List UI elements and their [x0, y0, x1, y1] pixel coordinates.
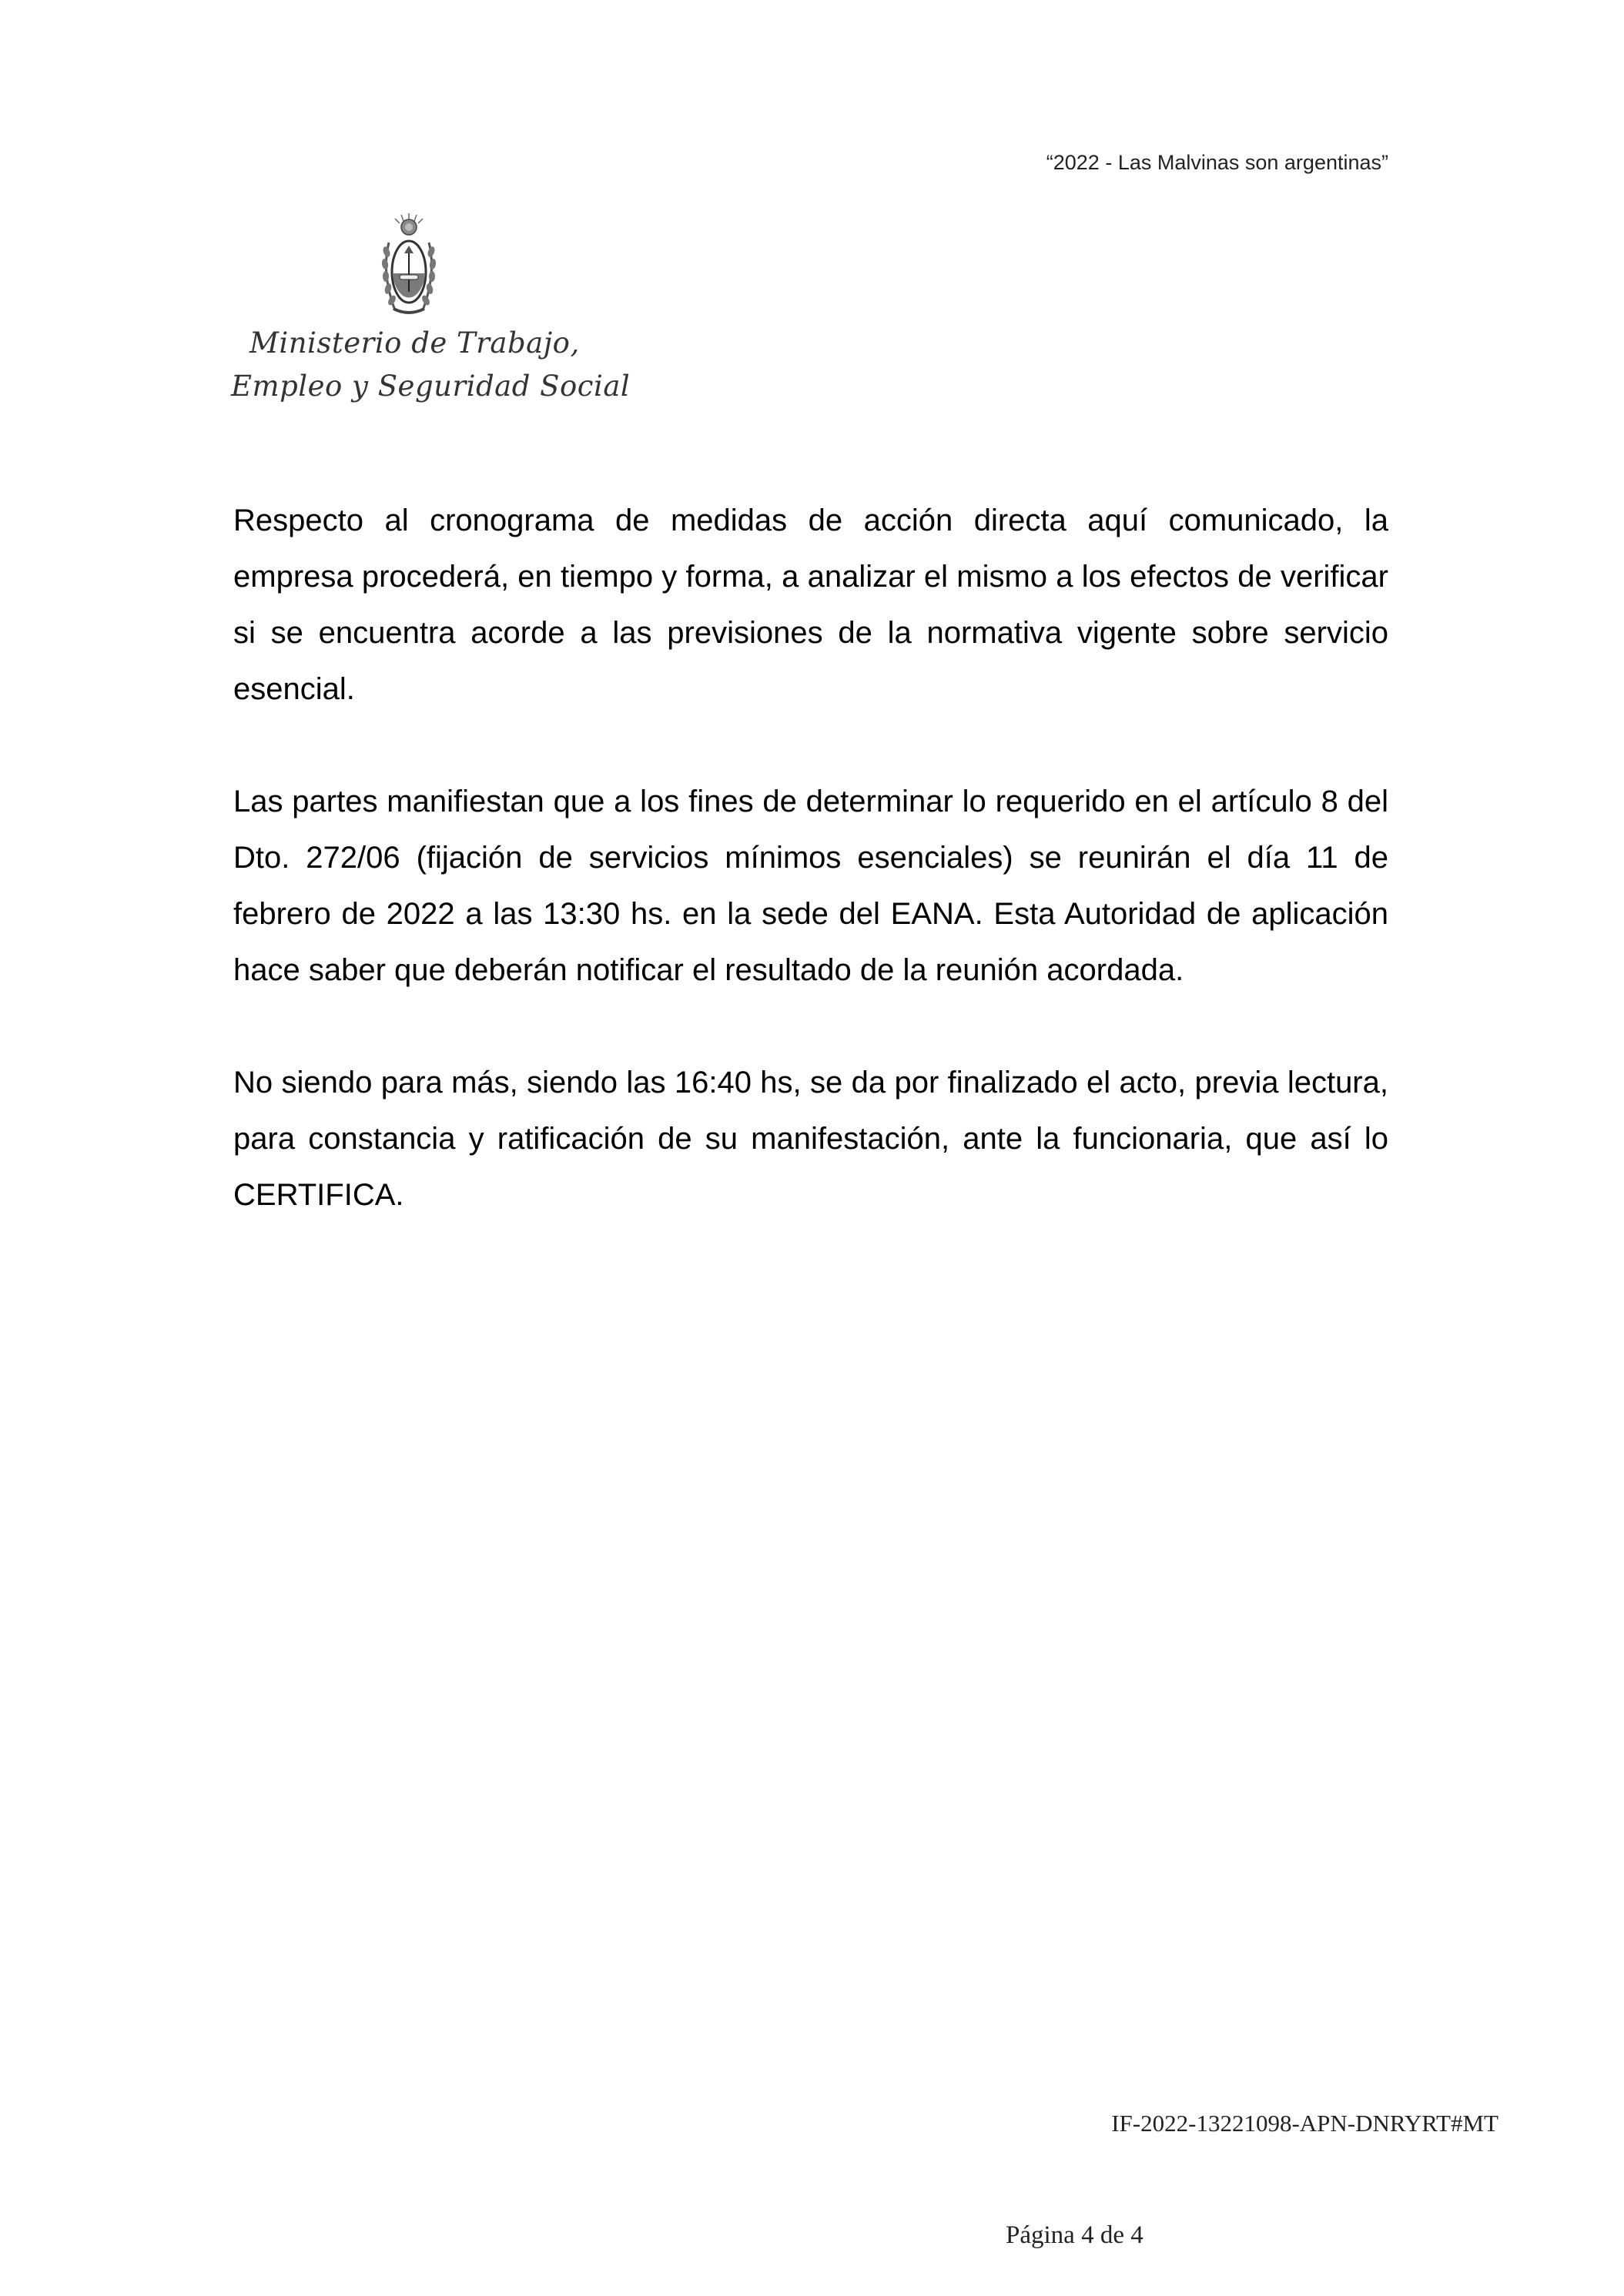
- ministry-name-line2: Empleo y Seguridad Social: [231, 370, 631, 403]
- document-id: IF-2022-13221098-APN-DNRYRT#MT: [1111, 2110, 1498, 2137]
- page-number: Página 4 de 4: [1006, 2221, 1143, 2249]
- argentina-coat-of-arms-icon: [378, 212, 440, 320]
- header-motto: “2022 - Las Malvinas son argentinas”: [1046, 151, 1388, 174]
- ministry-name-line1: Ministerio de Trabajo,: [249, 326, 580, 360]
- document-body: [233, 493, 1388, 1280]
- body-paragraph: Respecto al cronograma de medidas de acción directa aquí comunicado, la empresa procederá, en tiempo y forma, a analizar el mismo a los efectos de verificar si se encuentra acorde a las previsiones de la normativa vigente sobre servicio esencial.: [233, 504, 1388, 706]
- body-paragraph: No siendo para más, siendo las 16:40 hs, se da por finalizado el acto, previa lectura, para constancia y ratificación de su manifestación, ante la funcionaria, que así lo CERTIFICA.: [233, 1066, 1388, 1212]
- ministry-name: [231, 322, 630, 408]
- body-paragraph: Las partes manifiestan que a los fines de determinar lo requerido en el artículo 8 del Dto. 272/06 (fijación de servicios mínimos esenciales) se reunirán el día 11 de febrero de 2022 a las 13:30 hs. en la sede del EANA. Esta Autoridad de aplicación hace saber que deberán notificar el resultado de la reunión acordada.: [233, 785, 1388, 987]
